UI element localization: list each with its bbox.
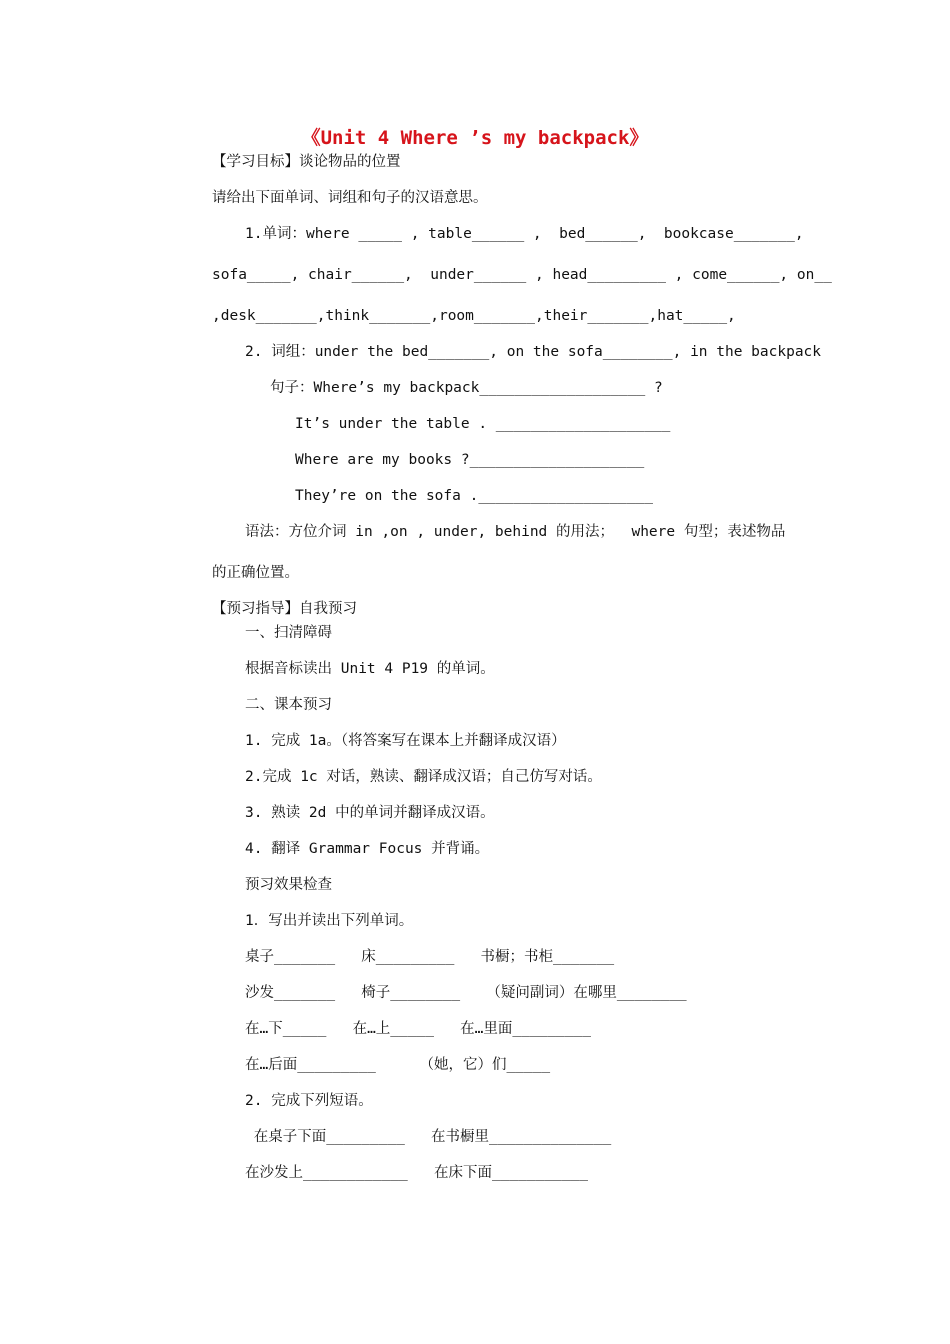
phrases-line: 2. 词组：under the bed_______, on the sofa________, in the backpack	[245, 344, 822, 360]
task-3: 3. 熟读 2d 中的单词并翻译成汉语。	[245, 805, 495, 821]
exercise-1-row-3: 在…下_____ 在…上_____ 在…里面_________	[245, 1021, 591, 1037]
sentence-line-4: They’re on the sofa .____________________	[295, 488, 653, 504]
sentence-line-2: It’s under the table . ____________________	[295, 416, 671, 432]
grammar-line-1: 语法：方位介词 in ,on , under, behind 的用法； where 句型；表述物品	[245, 524, 786, 540]
subheading-2: 二、课本预习	[245, 697, 332, 713]
exercise-1-heading: 1．写出并读出下列单词。	[245, 913, 414, 929]
text-line: 根据音标读出 Unit 4 P19 的单词。	[245, 661, 495, 677]
exercise-1-row-4: 在…后面_________ （她，它）们_____	[245, 1057, 551, 1073]
task-1: 1. 完成 1a。（将答案写在课本上并翻译成汉语）	[245, 733, 566, 749]
sentence-line-1: 句子：Where’s my backpack___________________ ?	[270, 380, 663, 396]
exercise-2-row-1: 在桌子下面_________ 在书橱里______________	[245, 1129, 612, 1145]
words-line-2: sofa_____, chair______, under______ , head_________ , come______, on__	[212, 267, 832, 283]
sentence-line-3: Where are my books ?____________________	[295, 452, 645, 468]
exercise-2-heading: 2. 完成下列短语。	[245, 1093, 373, 1109]
task-4: 4. 翻译 Grammar Focus 并背诵。	[245, 841, 490, 857]
document-title: 《Unit 4 Where ’s my backpack》	[301, 127, 649, 149]
exercise-1-row-2: 沙发_______ 椅子________ （疑问副词）在哪里________	[245, 985, 687, 1001]
exercise-1-row-1: 桌子_______ 床_________ 书橱；书柜_______	[245, 949, 615, 965]
grammar-line-2: 的正确位置。	[212, 565, 299, 581]
subheading-check: 预习效果检查	[245, 877, 332, 893]
section-heading-objectives: 【学习目标】谈论物品的位置	[212, 154, 401, 170]
exercise-2-row-2: 在沙发上____________ 在床下面___________	[245, 1165, 588, 1181]
instruction-line: 请给出下面单词、词组和句子的汉语意思。	[212, 190, 488, 206]
words-line-3: ,desk_______,think_______,room_______,their_______,hat_____,	[212, 308, 736, 324]
section-heading-preview: 【预习指导】自我预习	[212, 601, 357, 617]
task-2: 2.完成 1c 对话，熟读、翻译成汉语；自己仿写对话。	[245, 769, 602, 785]
words-line-1: 1.单词：where _____ , table______ , bed______, bookcase_______,	[245, 226, 804, 242]
subheading-1: 一、扫清障碍	[245, 625, 332, 641]
